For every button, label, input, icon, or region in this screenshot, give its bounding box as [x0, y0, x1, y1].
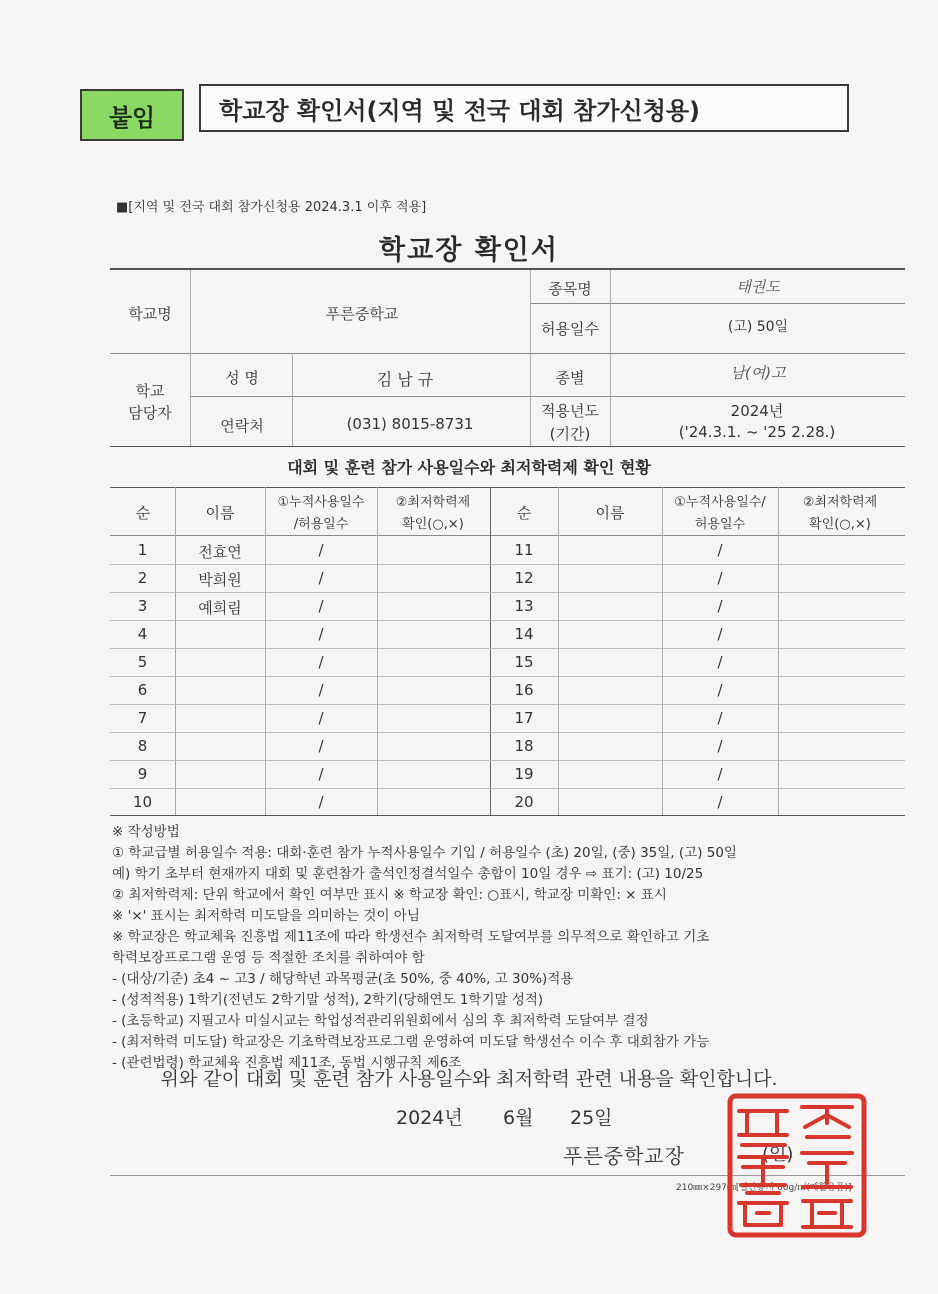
staff-label-2: 담당자: [128, 404, 172, 422]
row-no: 18: [514, 737, 534, 755]
header-days-right-2: 허용일수: [694, 517, 746, 532]
used-days-cell: /: [318, 793, 324, 811]
school-label: 학교명: [128, 305, 172, 323]
used-days-cell: /: [318, 597, 324, 615]
headline: 학교장 확인서(지역 및 전국 대회 참가신청용): [199, 84, 849, 132]
instruction-line: ※ 학교장은 학교체육 진흥법 제11조에 따라 학생선수 최저학력 도달여부를 의무적으로 확인하고 기초: [112, 929, 710, 945]
gender-label: 종별: [555, 369, 585, 387]
instruction-line: - (대상/기준) 초4 ~ 고3 / 해당학년 과목평균(초 50%, 중 40%, 고 30%)적용: [112, 971, 574, 987]
signer-name: 푸른중학교장: [563, 1144, 685, 1168]
used-days-cell: /: [717, 765, 723, 783]
row-no: 10: [132, 793, 153, 811]
name-label: 성 명: [225, 369, 259, 387]
seal-mark: (인): [762, 1144, 794, 1165]
row-no: 1: [137, 541, 148, 559]
row-no: 15: [514, 653, 534, 671]
allowed-days-label: 허용일수: [541, 320, 599, 338]
row-no: 9: [137, 765, 148, 783]
used-days-cell: /: [717, 569, 723, 587]
row-no: 8: [137, 737, 148, 755]
event-label: 종목명: [548, 280, 592, 298]
contact-label: 연락처: [220, 417, 264, 435]
year-value-1: 2024년: [730, 402, 784, 420]
row-no: 5: [137, 653, 148, 671]
header-check-left-1: ②최저학력제: [395, 495, 471, 510]
instruction-line: ※ 작성방법: [112, 824, 180, 840]
used-days-cell: /: [318, 653, 324, 671]
athlete-name: 예희림: [198, 599, 242, 617]
closing-statement: 위와 같이 대회 및 훈련 참가 사용일수와 최저학력 관련 내용을 확인합니다.: [160, 1068, 778, 1090]
instruction-line: - (최저학력 미도달) 학교장은 기초학력보장프로그램 운영하여 미도달 학생선수 이수 후 대회참가 가능: [112, 1034, 710, 1050]
used-days-cell: /: [318, 709, 324, 727]
row-no: 19: [514, 765, 534, 783]
date-year: 2024년: [396, 1107, 463, 1129]
allowed-days-value: (고) 50일: [727, 319, 789, 335]
row-no: 17: [514, 709, 534, 727]
used-days-cell: /: [717, 737, 723, 755]
used-days-cell: /: [318, 737, 324, 755]
header-days-left-1: ①누적사용일수: [277, 495, 365, 510]
used-days-cell: /: [717, 541, 723, 559]
row-no: 16: [514, 681, 534, 699]
header-check-left-2: 확인(○,×): [402, 517, 464, 532]
staff-label-1: 학교: [135, 382, 165, 400]
used-days-cell: /: [318, 681, 324, 699]
used-days-cell: /: [717, 709, 723, 727]
row-no: 13: [514, 597, 534, 615]
instruction-line: - (성적적용) 1학기(전년도 2학기말 성적), 2학기(당해연도 1학기말 성적): [112, 992, 544, 1008]
applicability-note: ■[지역 및 전국 대회 참가신청용 2024.3.1 이후 적용]: [116, 200, 427, 215]
row-no: 20: [514, 793, 534, 811]
contact-value: (031) 8015-8731: [346, 415, 474, 433]
row-no: 7: [137, 709, 148, 727]
staff-name-value: 김 남 규: [376, 370, 434, 389]
header-days-right-1: ①누적사용일수/: [674, 495, 766, 510]
header-check-right-2: 확인(○,×): [809, 517, 871, 532]
row-no: 14: [514, 625, 534, 643]
year-label-1: 적용년도: [541, 402, 599, 420]
instruction-line: ※ '×' 표시는 최저학력 미도달을 의미하는 것이 아님: [112, 908, 420, 924]
row-no: 11: [514, 541, 534, 559]
instruction-line: 예) 학기 초부터 현재까지 대회 및 훈련참가 출석인정결석일수 총합이 10일 경우 ⇨ 표기: (고) 10/25: [112, 866, 704, 882]
row-no: 2: [137, 569, 148, 587]
date-month: 6월: [503, 1107, 534, 1129]
header-days-left-2: /허용일수: [293, 517, 349, 532]
used-days-cell: /: [717, 681, 723, 699]
used-days-cell: /: [318, 541, 324, 559]
header-no-right: 순: [516, 504, 532, 522]
instruction-line: 학력보장프로그램 운영 등 적절한 조치를 취하여야 함: [112, 950, 425, 966]
event-value: 태권도: [736, 278, 780, 296]
instruction-line: - (초등학교) 지필고사 미실시교는 학업성적관리위원회에서 심의 후 최저학력 도달여부 결정: [112, 1013, 649, 1029]
header-name-left: 이름: [205, 504, 235, 522]
header-check-right-1: ②최저학력제: [802, 495, 878, 510]
athlete-name: 박희원: [198, 571, 242, 589]
used-days-cell: /: [717, 597, 723, 615]
instruction-line: ② 최저학력제: 단위 학교에서 확인 여부만 표시 ※ 학교장 확인: ○표시, 학교장 미확인: × 표시: [112, 887, 667, 903]
attachment-badge: 붙임: [80, 89, 184, 141]
used-days-cell: /: [318, 569, 324, 587]
year-value-2: ('24.3.1. ~ '25 2.28.): [678, 423, 836, 441]
instruction-line: - (관련법령) 학교체육 진흥법 제11조, 동법 시행규칙 제6조: [112, 1055, 462, 1071]
header-name-right: 이름: [595, 504, 625, 522]
writing-instructions: [112, 822, 912, 1074]
row-no: 12: [514, 569, 534, 587]
row-no: 6: [137, 681, 148, 699]
year-label-2: (기간): [549, 425, 591, 443]
used-days-cell: /: [717, 653, 723, 671]
instruction-line: ① 학교급별 허용일수 적용: 대회·훈련 참가 누적사용일수 기입 / 허용일수 (초) 20일, (중) 35일, (고) 50일: [112, 845, 737, 861]
document-title: 학교장 확인서: [379, 235, 559, 266]
status-table-title: 대회 및 훈련 참가 사용일수와 최저학력제 확인 현황: [287, 458, 651, 477]
gender-value: 남(여)고: [730, 364, 786, 382]
header-no-left: 순: [135, 504, 151, 522]
row-no: 4: [137, 625, 148, 643]
athlete-name: 전효연: [198, 543, 242, 561]
used-days-cell: /: [318, 765, 324, 783]
paper-footnote: 210㎜×297㎜[일반용지 60g/㎡(재활용품)]: [676, 1183, 852, 1193]
school-value: 푸른중학교: [325, 305, 399, 323]
date-day: 25일: [570, 1107, 613, 1129]
school-seal-stamp: [727, 1093, 867, 1238]
used-days-cell: /: [318, 625, 324, 643]
row-no: 3: [137, 597, 148, 615]
used-days-cell: /: [717, 625, 723, 643]
used-days-cell: /: [717, 793, 723, 811]
